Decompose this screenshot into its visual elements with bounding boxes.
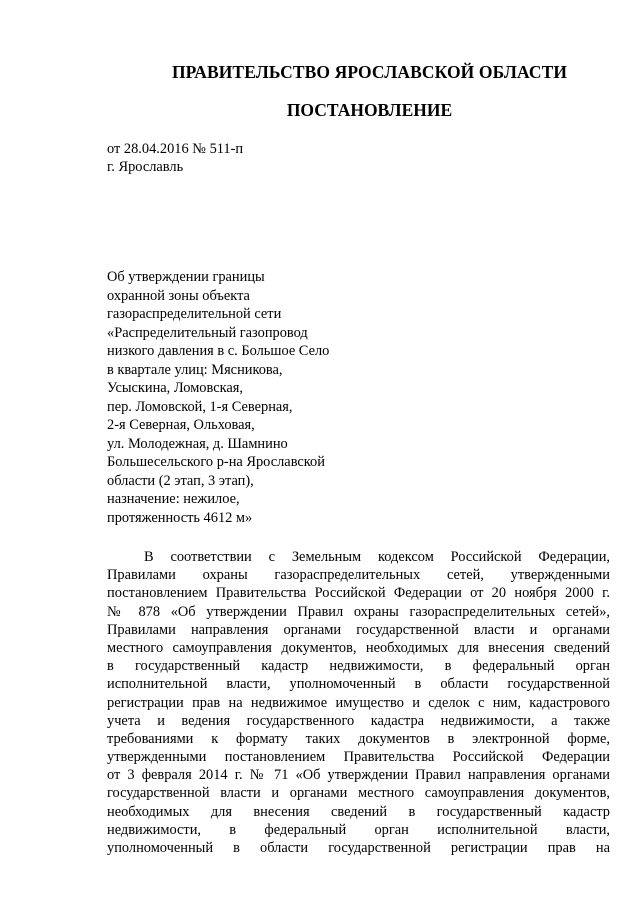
body-line: уполномоченный в области государственной регистрации прав на [107, 840, 610, 856]
government-title: ПРАВИТЕЛЬСТВО ЯРОСЛАВСКОЙ ОБЛАСТИ [171, 62, 568, 82]
subject-line: 2-я Северная, Ольховая, [107, 417, 255, 433]
subject-line: Об утверждении границы [107, 269, 265, 285]
body-line: № 878 «Об утверждении Правил охраны газораспределительных сетей», [107, 603, 610, 620]
subject-line: низкого давления в с. Большое Село [107, 343, 330, 359]
city-line: г. Ярославль [107, 159, 184, 175]
body-line: учета и ведения государственного кадастра недвижимости, а также [107, 712, 610, 729]
subject-line: назначение: нежилое, [107, 491, 240, 507]
subject-line: «Распределительный газопровод [107, 324, 308, 341]
body-line: Правилами охраны газораспределительных сетей, утвержденными [107, 567, 610, 584]
subject-line: Большесельского р-на Ярославской [107, 454, 325, 470]
body-line: в государственный кадастр недвижимости, в федеральный орган [107, 658, 610, 675]
subject-line: охранной зоны объекта [107, 287, 250, 304]
body-line: необходимых для внесения сведений в государственный кадастр [107, 803, 610, 820]
body-line: требованиями к формату таких документов в электронной форме, [107, 730, 610, 747]
document-meta [107, 140, 243, 176]
body-line: государственной власти и органами местного самоуправления документов, [107, 785, 610, 802]
document-type-heading: ПОСТАНОВЛЕНИЕ [286, 100, 453, 120]
subject-line: в квартале улиц: Мясникова, [107, 361, 283, 378]
body-line: недвижимости, в федеральный орган исполнительной власти, [107, 821, 610, 838]
document-body [107, 548, 610, 857]
body-line: постановлением Правительства Российской Федерации от 20 ноября 2000 г. [107, 585, 610, 602]
body-line: от 3 февраля 2014 г. № 71 «Об утверждении Правил направления органами [107, 767, 610, 784]
subject-line: протяженность 4612 м» [107, 509, 253, 526]
date-number-line: от 28.04.2016 № 511-п [107, 141, 244, 157]
document-subject [107, 268, 329, 527]
body-line: регистрации прав на недвижимое имущество и сделок с ним, кадастрового [107, 694, 610, 711]
body-line: местного самоуправления документов, необходимых для внесения сведений [107, 639, 610, 656]
subject-line: газораспределительной сети [107, 306, 282, 322]
subject-line: области (2 этап, 3 этап), [107, 472, 254, 489]
body-line: исполнительной власти, уполномоченный в области государственной [107, 676, 610, 693]
subject-line: пер. Ломовской, 1-я Северная, [107, 398, 293, 415]
body-line: утвержденными постановлением Правительства Российской Федерации [107, 749, 610, 766]
body-line: В соответствии с Земельным кодексом Российской Федерации, [144, 549, 610, 565]
body-line: Правилами направления органами государственной власти и органами [107, 621, 610, 638]
subject-line: ул. Молодежная, д. Шамнино [107, 435, 288, 452]
subject-line: Усыскина, Ломовская, [107, 380, 243, 396]
